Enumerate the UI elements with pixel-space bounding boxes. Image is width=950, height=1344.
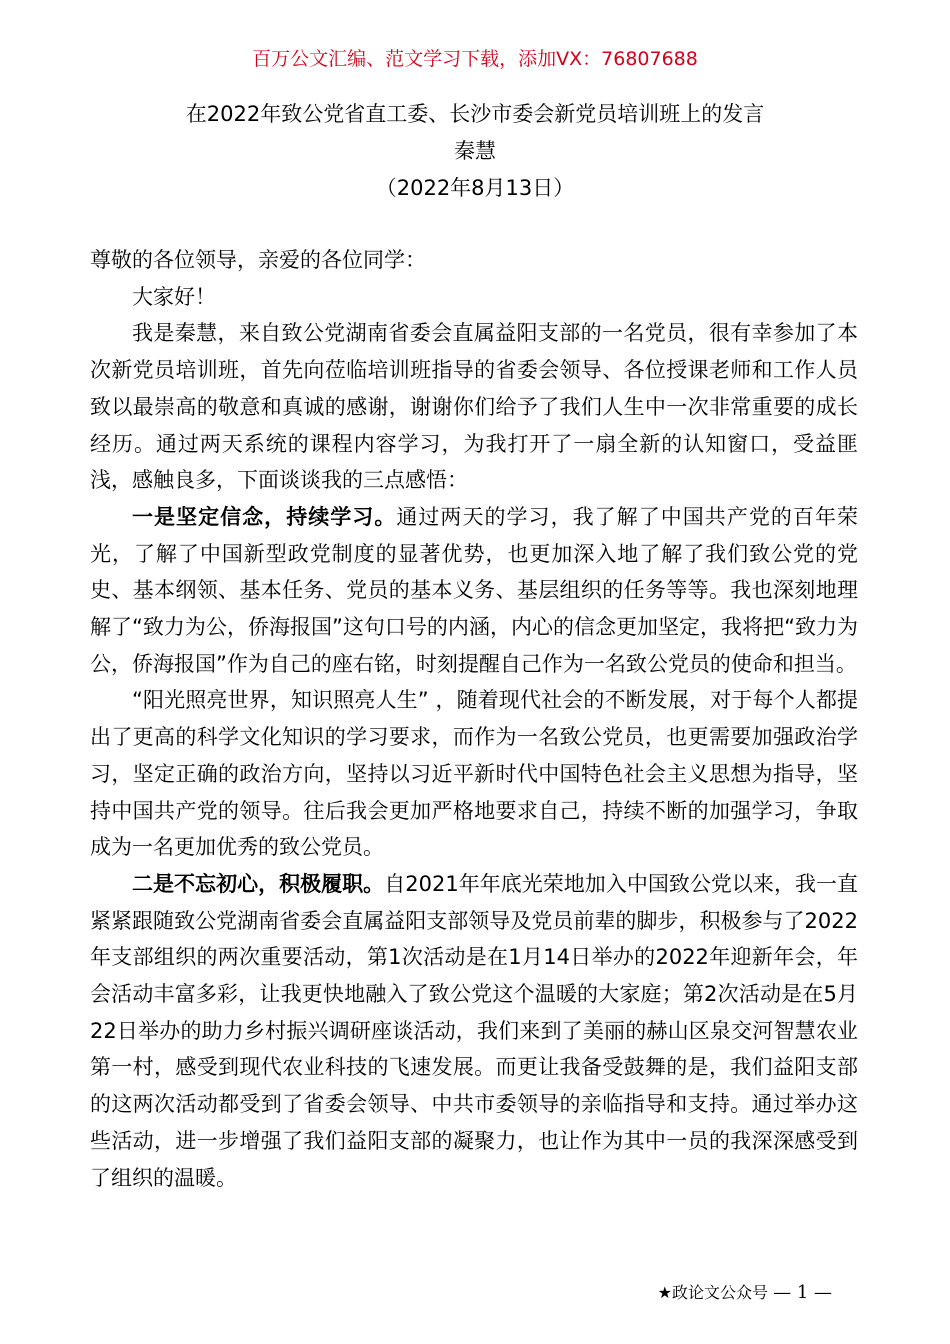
section2-paragraph bbox=[90, 866, 858, 1196]
document-date: （2022年8月13日） bbox=[375, 176, 575, 200]
document-author: 秦慧 bbox=[454, 139, 496, 163]
salutation: 尊敬的各位领导，亲爱的各位同学： bbox=[90, 248, 426, 272]
section2-heading: 二是不忘初心，积极履职。 bbox=[132, 871, 385, 896]
intro-paragraph: 我是秦慧，来自致公党湖南省委会直属益阳支部的一名党员，很有幸参加了本次新党员培训班，首先向莅临培训班指导的省委会领导、各位授课老师和工作人员致以最崇高的敬意和真诚的感谢，谢谢你们给予了我们人生中一次非常重要的成长经历。通过两天系统的课程内容学习，为我打开了一扇全新的认知窗口，受益匪浅，感触良多，下面谈谈我的三点感悟： bbox=[90, 321, 858, 493]
section1-heading: 一是坚定信念，持续学习。 bbox=[132, 504, 397, 529]
section2-text: 自2021年年底光荣地加入中国致公党以来，我一直紧紧跟随致公党湖南省委会直属益阳支部领导及党员前辈的脚步，积极参与了2022年支部组织的两次重要活动，第1次活动是在1月14日举办的2022年迎新年会，年会活动丰富多彩，让我更快地融入了致公党这个温暖的大家庭；第2次活动是在5月22日举办的助力乡村振兴调研座谈活动，我们来到了美丽的赫山区泉交河智慧农业第一村，感受到现代农业科技的飞速发展。而更让我备受鼓舞的是，我们益阳支部的这两次活动都受到了省委会领导、中共市委领导的亲临指导和支持。通过举办这些活动，进一步增强了我们益阳支部的凝聚力，也让作为其中一员的我深深感受到了组织的温暖。 bbox=[90, 871, 859, 1190]
document-body bbox=[90, 242, 858, 1196]
section1-text: 通过两天的学习，我了解了中国共产党的百年荣光，了解了中国新型政党制度的显著优势，也更加深入地了解了我们致公党的党史、基本纲领、基本任务、党员的基本义务、基层组织的任务等等。我也深刻地理解了“致力为公，侨海报国”这句口号的内涵，内心的信念更加坚定，我将把“致力为公，侨海报国”作为自己的座右铭，时刻提醒自己作为一名致公党员的使命和担当。 bbox=[90, 504, 858, 676]
title-block bbox=[0, 96, 950, 207]
document-title: 在2022年致公党省直工委、长沙市委会新党员培训班上的发言 bbox=[185, 102, 765, 126]
page-number: — 1 — bbox=[773, 1282, 832, 1303]
footer-source: ★政论文公众号 bbox=[657, 1283, 768, 1302]
section1-paragraph bbox=[90, 499, 858, 683]
page-footer bbox=[658, 1281, 832, 1305]
section1-paragraph-2: “阳光照亮世界，知识照亮人生” ，随着现代社会的不断发展，对于每个人都提出了更高的科学文化知识的学习要求，而作为一名致公党员，也更需要加强政治学习，坚定正确的政治方向，坚持以习近平新时代中国特色社会主义思想为指导，坚持中国共产党的领导。往后我会更加严格地要求自己，持续不断的加强学习，争取成为一名更加优秀的致公党员。 bbox=[90, 688, 858, 860]
header-banner: 百万公文汇编、范文学习下载，添加VX：76807688 bbox=[252, 48, 698, 70]
greeting: 大家好！ bbox=[132, 284, 216, 309]
